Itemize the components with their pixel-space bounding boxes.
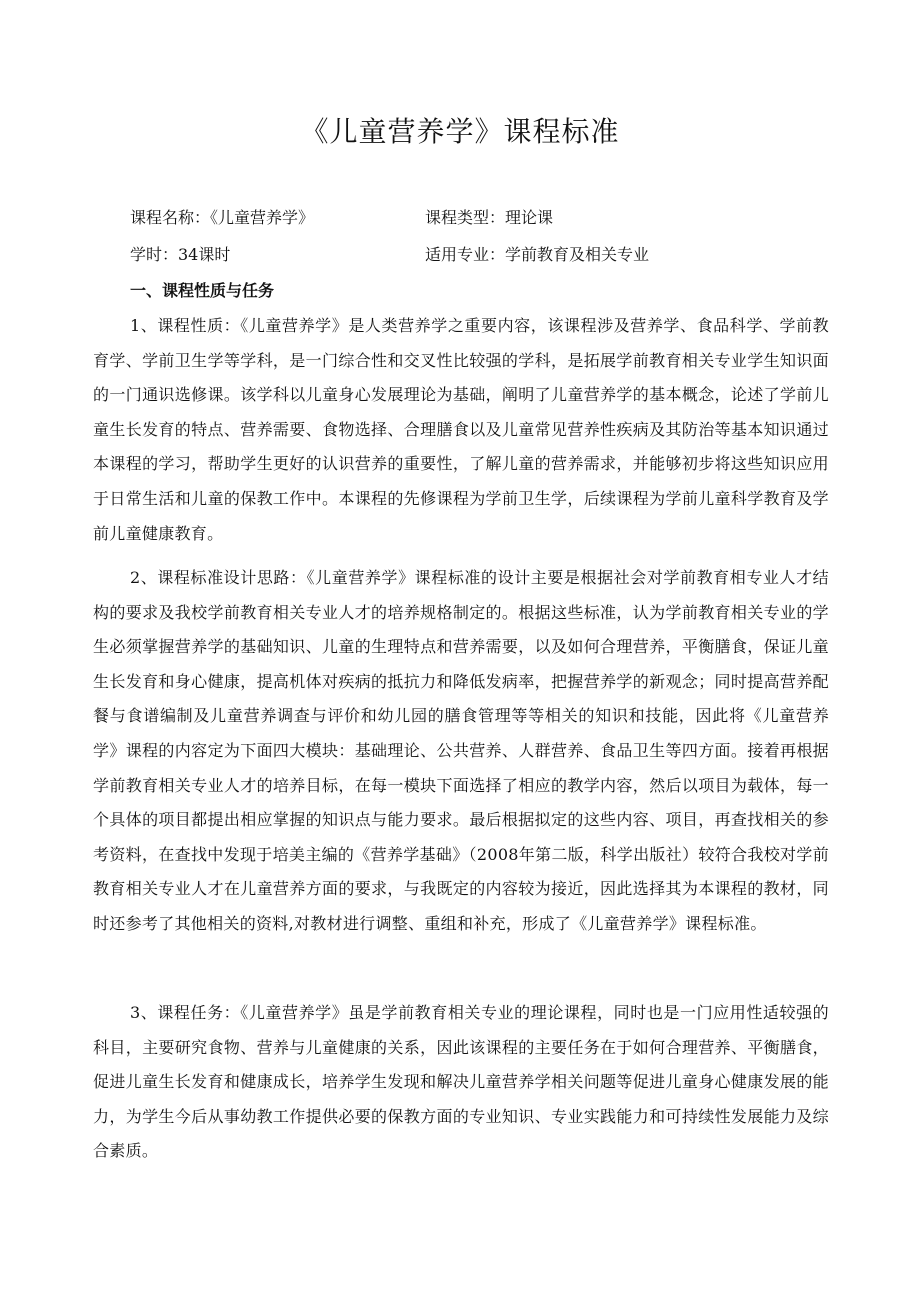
paragraph-design-approach: 2、课程标准设计思路：《儿童营养学》课程标准的设计主要是根据社会对学前教育相专业人才结构的要求及我校学前教育相关专业人才的培养规格制定的。根据这些标准，认为学前教育相关专业的学生必须掌握营养学的基础知识、儿童的生理特点和营养需要，以及如何合理营养，平衡膳食，保证儿童生长发育和身心健康，提高机体对疾病的抵抗力和降低发病率，把握营养学的新观念；同时提高营养配餐与食谱编制及儿童营养调查与评价和幼儿园的膳食管理等等相关的知识和技能，因此将《儿童营养学》课程的内容定为下面四大模块：基础理论、公共营养、人群营养、食品卫生等四方面。接着再根据学前教育相关专业人才的培养目标，在每一模块下面选择了相应的教学内容，然后以项目为载体，每一个具体的项目都提出相应掌握的知识点与能力要求。最后根据拟定的这些内容、项目，再查找相关的参考资料，在查找中发现于培美主编的《营养学基础》（2008年第二版，科学出版社）较符合我校对学前教育相关专业人才在儿童营养方面的要求，与我既定的内容较为接近，因此选择其为本课程的教材，同时还参考了其他相关的资料,对教材进行调整、重组和补充，形成了《儿童营养学》课程标准。 xyxy=(93,568,829,933)
applicable-major: 适用专业：学前教育及相关专业 xyxy=(425,245,650,264)
paragraph-course-nature: 1、课程性质：《儿童营养学》是人类营养学之重要内容，该课程涉及营养学、食品科学、学前教育学、学前卫生学等学科，是一门综合性和交叉性比较强的学科，是拓展学前教育相关专业学生知识面的一门通识选修课。该学科以儿童身心发展理论为基础，阐明了儿童营养学的基本概念，论述了学前儿童生长发育的特点、营养需要、食物选择、合理膳食以及儿童常见营养性疾病及其防治等基本知识通过本课程的学习，帮助学生更好的认识营养的重要性，了解儿童的营养需求，并能够初步将这些知识应用于日常生活和儿童的保教工作中。本课程的先修课程为学前卫生学，后续课程为学前儿童科学教育及学前儿童健康教育。 xyxy=(93,316,829,543)
course-hours: 学时：34课时 xyxy=(130,245,231,264)
section-heading: 一、课程性质与任务 xyxy=(130,281,275,300)
course-type: 课程类型：理论课 xyxy=(425,208,554,227)
course-name: 课程名称：《儿童营养学》 xyxy=(130,208,315,227)
paragraph-course-tasks: 3、课程任务：《儿童营养学》虽是学前教育相关专业的理论课程，同时也是一门应用性适较强的科目，主要研究食物、营养与儿童健康的关系，因此该课程的主要任务在于如何合理营养、平衡膳食，促进儿童生长发育和健康成长，培养学生发现和解决儿童营养学相关问题等促进儿童身心健康发展的能力，为学生今后从事幼教工作提供必要的保教方面的专业知识、专业实践能力和可持续性发展能力及综合素质。 xyxy=(93,1003,829,1161)
page-title: 《儿童营养学》课程标准 xyxy=(300,115,620,148)
